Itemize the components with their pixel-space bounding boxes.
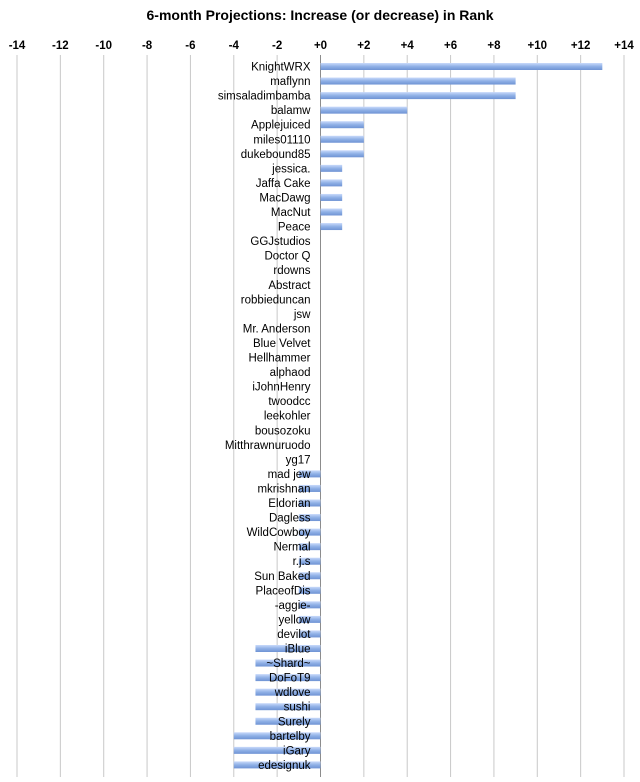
category-label: simsaladimbamba [217,90,311,103]
bar [321,63,603,70]
bar [321,121,364,128]
category-label: Eldorian [268,498,311,510]
category-label: Abstract [268,279,311,292]
category-label: Mitthrawnuruodo [224,439,311,452]
category-label: leekohler [263,410,311,423]
x-tick-label: -10 [95,40,113,52]
category-label: jessica. [272,163,311,176]
category-label: Doctor Q [264,250,311,263]
x-tick-label: +14 [614,40,634,52]
x-tick-label: -12 [52,40,69,52]
category-label: Blue Velvet [252,337,311,350]
bar [321,78,516,85]
category-label: robbieduncan [240,294,311,307]
x-tick-label: +10 [527,40,548,52]
category-label: r.j.s [292,556,311,569]
category-label: rdowns [273,265,311,278]
x-tick-label: -4 [228,40,239,52]
category-label: Jaffa Cake [255,177,311,190]
bar [321,136,364,143]
category-label: PlaceofDis [255,585,311,598]
bar [321,92,516,99]
bar [321,223,343,230]
category-label: -aggie- [274,599,311,612]
category-label: ~Shard~ [266,658,311,671]
x-tick-label: +2 [357,40,371,52]
x-axis-ticks [9,40,635,52]
category-label: miles01110 [253,134,311,147]
x-tick-label: -14 [8,40,26,52]
category-label: GGJstudios [250,236,311,249]
category-label: Sun Baked [254,570,311,583]
bar [321,107,408,114]
x-tick-label: +6 [444,40,458,52]
x-tick-label: +8 [487,40,501,52]
category-label: twoodcc [268,396,311,409]
x-tick-label: -8 [141,40,153,52]
x-tick-label: +4 [400,40,414,52]
category-label: iGary [283,745,311,758]
x-tick-label: -2 [272,40,283,52]
category-label: jsw [293,308,311,321]
category-label: bartelby [269,730,311,743]
category-label: MacNut [270,207,311,219]
category-label: alphaod [269,367,311,380]
category-label: wdlove [274,687,311,700]
category-label: Hellhammer [248,352,311,365]
category-label: MacDawg [259,192,311,205]
category-label: edesignuk [258,759,311,772]
bar [321,165,343,172]
category-label: iJohnHenry [252,381,311,394]
category-label: yg17 [285,454,311,467]
category-label: mkrishnan [257,483,311,496]
grid-lines [17,55,624,777]
category-label: WildCowboy [246,527,311,540]
bar [321,209,343,216]
category-label: sushi [283,701,311,714]
category-label: Mr. Anderson [242,323,311,336]
bar [321,194,343,201]
category-label: bousozoku [254,425,311,438]
bar [321,150,364,157]
category-label: maflynn [270,76,311,89]
bar [321,179,343,186]
category-label: iBlue [284,643,311,656]
category-label: devilot [277,628,311,641]
x-tick-label: -6 [185,40,196,52]
x-tick-label: +12 [570,40,591,52]
category-label: yellow [278,614,311,627]
category-label: Peace [277,221,311,234]
category-label: DoFoT9 [268,672,311,685]
chart-title: 6-month Projections: Increase (or decrease) in Rank [146,7,494,23]
x-tick-label: +0 [313,40,328,52]
category-label: balamw [270,105,311,118]
category-label: mad jew [267,468,311,481]
category-label: Applejuiced [251,119,311,132]
category-label: KnightWRX [251,61,311,74]
category-label: Surely [277,716,311,729]
category-label: dukebound85 [240,148,311,161]
category-label: Dagless [268,512,311,525]
category-label: Nermal [273,541,311,554]
